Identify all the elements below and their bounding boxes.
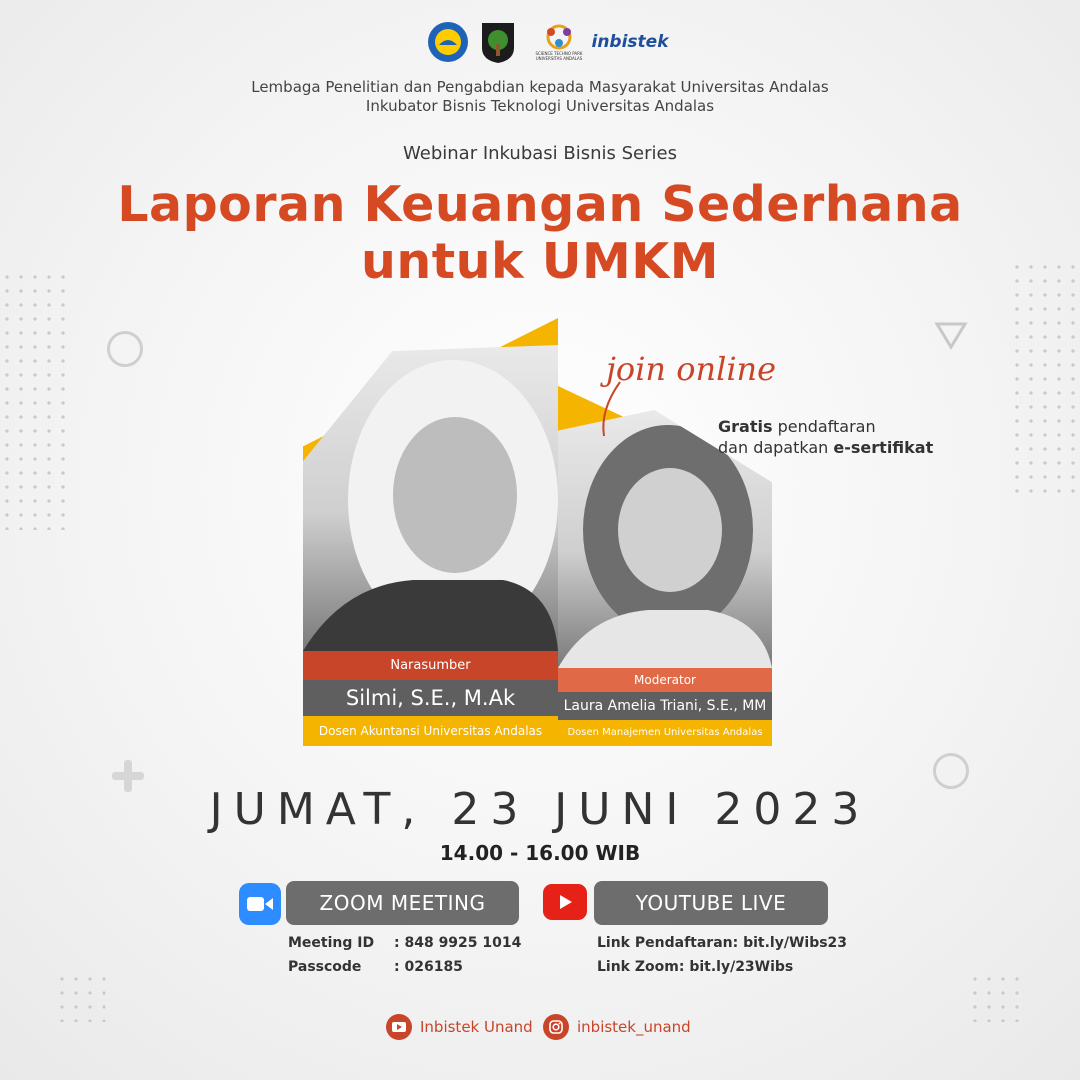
speaker2-affiliation: Dosen Manajemen Universitas Andalas — [558, 720, 772, 746]
stp-caption: SCIENCE TECHNO PARK UNIVERSITAS ANDALAS — [535, 51, 583, 61]
science-techno-park-logo — [534, 20, 584, 64]
social-youtube[interactable] — [386, 1014, 533, 1040]
event-time: 14.00 - 16.00 WIB — [439, 841, 641, 865]
passcode-row — [288, 955, 521, 979]
org-line-2: Inkubator Bisnis Teknologi Universitas Andalas — [365, 97, 715, 115]
speaker2-role: Moderator — [558, 668, 772, 692]
unand-logo — [478, 20, 518, 64]
speaker1-name: Silmi, S.E., M.Ak — [303, 680, 558, 716]
dot-grid-right — [1010, 260, 1080, 500]
speaker1-silhouette — [303, 345, 558, 651]
dot-grid-bottom-right — [968, 972, 1024, 1022]
passcode-value: : 026185 — [394, 959, 463, 975]
dot-grid-bottom-left — [55, 972, 111, 1022]
join-online-script: join online — [606, 350, 777, 388]
speaker2-name: Laura Amelia Triani, S.E., MM — [558, 692, 772, 720]
circle-outline-left — [107, 331, 143, 367]
zoom-meeting-button[interactable]: ZOOM MEETING — [286, 881, 519, 925]
triangle-outline — [934, 321, 968, 351]
link-pendaftaran[interactable]: Link Pendaftaran: bit.ly/Wibs23 — [597, 935, 848, 951]
youtube-handle: Inbistek Unand — [420, 1018, 533, 1036]
speaker1-photo — [303, 345, 558, 651]
speaker1-affiliation: Dosen Akuntansi Universitas Andalas — [303, 716, 558, 746]
speaker1-role: Narasumber — [303, 651, 558, 680]
youtube-details — [597, 931, 847, 979]
youtube-icon — [543, 884, 587, 920]
kemendikbud-logo — [426, 20, 470, 64]
passcode-label: Passcode — [288, 959, 362, 975]
gratis-text — [718, 416, 933, 458]
meeting-id-value: : 848 9925 1014 — [394, 935, 522, 951]
title-line-1: Laporan Keuangan Sederhana — [117, 176, 963, 233]
sertifikat-prefix: dan dapatkan — [718, 438, 834, 457]
event-title — [0, 176, 1080, 290]
meeting-id-row — [288, 931, 521, 955]
youtube-live-button[interactable]: YOUTUBE LIVE — [594, 881, 828, 925]
join-online-flourish — [590, 380, 630, 440]
meeting-id-label: Meeting ID — [288, 935, 375, 951]
dot-grid-left — [0, 270, 70, 530]
inbistek-wordmark: inbistek — [591, 32, 669, 52]
event-date: JUMAT, 23 JUNI 2023 — [209, 784, 871, 835]
instagram-icon — [543, 1014, 569, 1040]
gratis-line-2 — [718, 437, 933, 458]
instagram-handle: inbistek_unand — [577, 1018, 691, 1036]
inbistek-logo — [591, 20, 669, 64]
link-zoom[interactable]: Link Zoom: bit.ly/23Wibs — [597, 959, 794, 975]
title-line-2: untuk UMKM — [360, 233, 719, 290]
series-title: Webinar Inkubasi Bisnis Series — [403, 143, 677, 164]
gratis-bold: Gratis — [718, 417, 773, 436]
zoom-icon — [239, 883, 281, 925]
sertifikat-bold: e-sertifikat — [833, 438, 934, 457]
youtube-social-icon — [386, 1014, 412, 1040]
zoom-details — [288, 931, 521, 979]
org-line-1: Lembaga Penelitian dan Pengabdian kepada Masyarakat Universitas Andalas — [251, 78, 829, 96]
gratis-rest: pendaftaran — [772, 417, 876, 436]
social-instagram[interactable] — [543, 1014, 691, 1040]
gratis-line-1 — [718, 416, 933, 437]
